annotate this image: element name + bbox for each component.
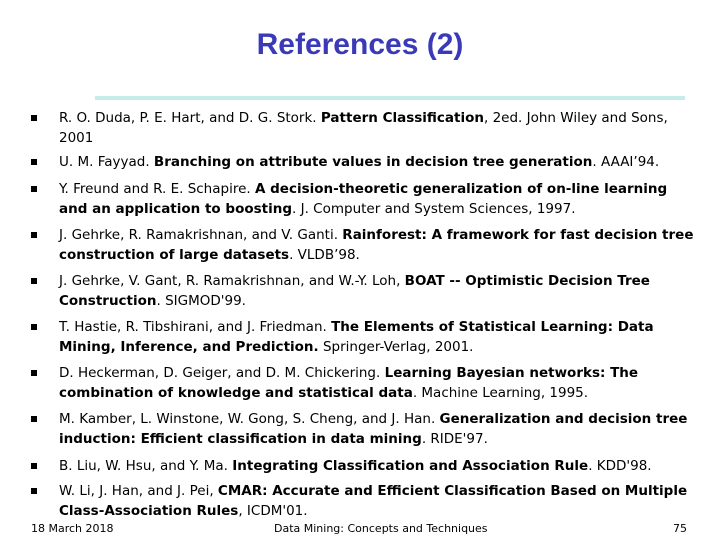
reference-venue: . AAAI’94. (592, 154, 660, 170)
reference-item (59, 481, 699, 521)
reference-venue: . Machine Learning, 1995. (412, 385, 589, 401)
reference-title: CMAR: Accurate and Efficient Classification Based on Multiple Class-Association Rules (59, 483, 688, 519)
bullet-icon (31, 370, 37, 376)
reference-authors: R. O. Duda, P. E. Hart, and D. G. Stork. (59, 110, 321, 126)
title-divider (95, 96, 685, 100)
reference-authors: T. Hastie, R. Tibshirani, and J. Friedman. (59, 319, 332, 335)
reference-item (59, 152, 699, 172)
slide-title: References (2) (256, 28, 464, 61)
reference-item (59, 225, 699, 265)
reference-authors: U. M. Fayyad. (59, 154, 154, 170)
reference-item (59, 363, 699, 403)
bullet-icon (31, 115, 37, 121)
reference-item (59, 108, 699, 148)
reference-authors: J. Gehrke, R. Ramakrishnan, and V. Ganti. (59, 227, 343, 243)
bullet-icon (31, 488, 37, 494)
reference-authors: Y. Freund and R. E. Schapire. (59, 181, 255, 197)
reference-title: Branching on attribute values in decision tree generation (153, 154, 593, 170)
reference-item (59, 271, 699, 311)
reference-venue: . J. Computer and System Sciences, 1997. (292, 201, 576, 217)
reference-title: BOAT -- Optimistic Decision Tree Construction (59, 273, 650, 309)
reference-title: Rainforest: A framework for fast decision tree construction of large datasets (59, 227, 694, 263)
bullet-icon (31, 416, 37, 422)
reference-authors: W. Li, J. Han, and J. Pei, (59, 483, 218, 499)
bullet-icon (31, 232, 37, 238)
reference-authors: M. Kamber, L. Winstone, W. Gong, S. Cheng, and J. Han. (59, 411, 440, 427)
reference-venue: , ICDM'01. (238, 503, 308, 519)
footer-date: 18 March 2018 (31, 522, 114, 535)
reference-authors: B. Liu, W. Hsu, and Y. Ma. (59, 458, 233, 474)
bullet-icon (31, 186, 37, 192)
reference-title: Integrating Classification and Association Rule (232, 458, 589, 474)
reference-venue: . VLDB’98. (289, 247, 360, 263)
reference-authors: D. Heckerman, D. Geiger, and D. M. Chickering. (59, 365, 385, 381)
reference-item (59, 409, 699, 449)
reference-authors: J. Gehrke, V. Gant, R. Ramakrishnan, and W.-Y. Loh, (59, 273, 405, 289)
reference-item (59, 456, 699, 476)
reference-venue: Springer-Verlag, 2001. (318, 339, 474, 355)
reference-title: Pattern Classification (320, 110, 484, 126)
reference-title: A decision-theoretic generalization of on-line learning and an application to boosting (59, 181, 668, 217)
reference-venue: . SIGMOD'99. (156, 293, 246, 309)
bullet-icon (31, 463, 37, 469)
reference-title: The Elements of Statistical Learning: Data Mining, Inference, and Prediction. (59, 319, 654, 355)
footer-title: Data Mining: Concepts and Techniques (274, 522, 488, 535)
bullet-icon (31, 324, 37, 330)
reference-item (59, 179, 699, 219)
reference-title: Learning Bayesian networks: The combination of knowledge and statistical data (59, 365, 639, 401)
reference-venue: , 2ed. John Wiley and Sons, 2001 (59, 110, 668, 146)
reference-venue: . RIDE'97. (421, 431, 488, 447)
reference-item (59, 317, 699, 357)
reference-venue: . KDD'98. (588, 458, 652, 474)
bullet-icon (31, 159, 37, 165)
bullet-icon (31, 278, 37, 284)
page-number: 75 (673, 522, 687, 535)
reference-title: Generalization and decision tree induction: Efficient classification in data mining (59, 411, 688, 447)
